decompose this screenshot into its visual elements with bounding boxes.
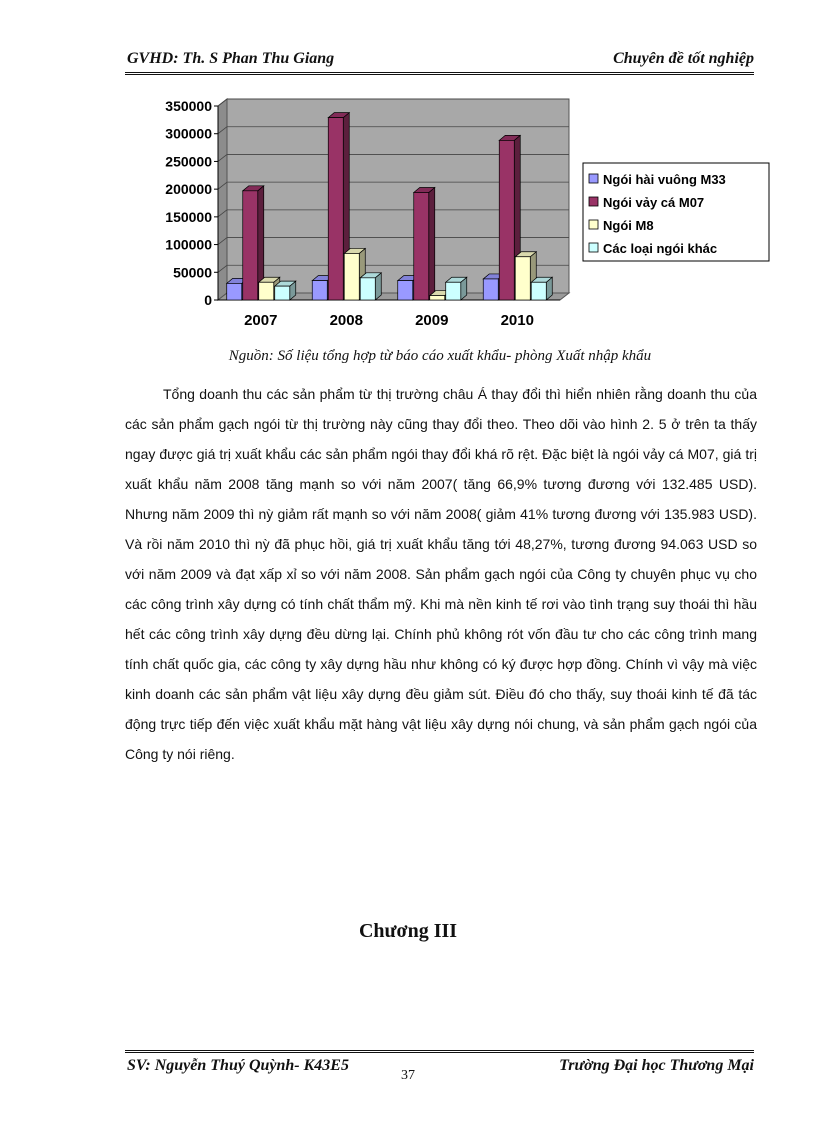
chart-source-caption: Nguồn: Số liệu tổng hợp từ báo cáo xuất khẩu- phòng Xuất nhập khẩu [228, 348, 652, 364]
bar [360, 278, 375, 300]
bar [243, 191, 258, 300]
header-supervisor: GVHD: Th. S Phan Thu Giang [127, 50, 335, 67]
legend-label: Ngói hài vuông M33 [603, 172, 726, 187]
export-bar-chart [140, 92, 780, 342]
bar [398, 281, 413, 300]
bar [328, 118, 343, 300]
legend-label: Ngói M8 [603, 218, 654, 233]
y-tick-label: 250000 [165, 153, 212, 170]
bar [515, 257, 530, 300]
header-doc-type: Chuyên đề tốt nghiệp [613, 50, 754, 67]
x-tick-label: 2007 [244, 312, 278, 329]
x-tick-label: 2009 [415, 312, 449, 329]
y-tick-label: 200000 [165, 181, 212, 198]
bar [483, 279, 498, 300]
legend-swatch [589, 197, 598, 206]
bar [312, 281, 327, 300]
y-tick-label: 300000 [165, 125, 212, 142]
header-divider [125, 72, 754, 75]
legend-swatch [589, 220, 598, 229]
x-tick-label: 2008 [329, 312, 363, 329]
body-paragraph: Tổng doanh thu các sản phẩm từ thị trường châu Á thay đổi thì hiển nhiên rằng doanh thu của các sản phẩm gạch ngói từ thị trường này cũng thay đổi theo. Theo dõi vào hình 2. 5 ở trên ta thấy ngay được giá trị xuất khẩu các sản phẩm ngói thay đổi khá rõ rệt. Đặc biệt là ngói vảy cá M07, giá trị xuất khẩu năm 2008 tăng mạnh so với năm 2007( tăng 66,9% tương đương với 132.485 USD). Nhưng năm 2009 thì nỳ giảm rất mạnh so với năm 2008( giảm 41% tương đương với 135.983 USD). Và rồi năm 2010 thì nỳ đã phục hồi, giá trị xuất khẩu tăng tới 48,27%, tương đương 94.063 USD so với năm 2009 và đạt xấp xỉ so với năm 2008. Sản phẩm gạch ngói của Công ty chuyên phục vụ cho các công trình xây dựng có tính chất thẩm mỹ. Khi mà nền kinh tế rơi vào tình trạng suy thoái thì hầu hết các công trình xây dựng đều dừng lại. Chính phủ không rót vốn đầu tư cho các công trình mang tính chất quốc gia, các công ty xây dựng hầu như không có ký được hợp đồng. Chính vì vậy mà việc kinh doanh các sản phẩm vật liệu xây dựng đều giảm sút. Điều đó cho thấy, suy thoái kinh tế đã tác động trực tiếp đến việc xuất khẩu mặt hàng vật liệu xây dựng nói chung, và sản phẩm gạch ngói của Công ty nói riêng. [125, 386, 757, 762]
bar-side [429, 187, 435, 300]
y-tick-label: 150000 [165, 208, 212, 225]
bar [414, 192, 429, 300]
legend-label: Các loại ngói khác [603, 241, 718, 256]
chapter-heading: Chương III [358, 920, 458, 942]
y-tick-label: 0 [204, 292, 212, 308]
footer-divider [125, 1050, 754, 1053]
footer-student: SV: Nguyễn Thuý Quỳnh- K43E5 [127, 1057, 349, 1074]
y-tick-label: 50000 [173, 264, 212, 281]
x-tick-label: 2010 [500, 312, 534, 329]
y-tick-label: 100000 [165, 236, 212, 253]
bar [275, 286, 290, 300]
bar [499, 140, 514, 300]
bar [446, 282, 461, 300]
plot-side-wall [218, 99, 227, 300]
bar [227, 283, 242, 300]
y-tick-label: 350000 [165, 98, 212, 114]
legend-swatch [589, 243, 598, 252]
bar [259, 282, 274, 300]
bar [430, 296, 445, 300]
page-header [125, 48, 754, 72]
bar [531, 282, 546, 300]
page-number: 37 [401, 1068, 415, 1083]
legend-swatch [589, 174, 598, 183]
bar [344, 253, 359, 300]
footer-university: Trường Đại học Thương Mại [559, 1057, 754, 1074]
legend-label: Ngói vảy cá M07 [603, 195, 705, 210]
